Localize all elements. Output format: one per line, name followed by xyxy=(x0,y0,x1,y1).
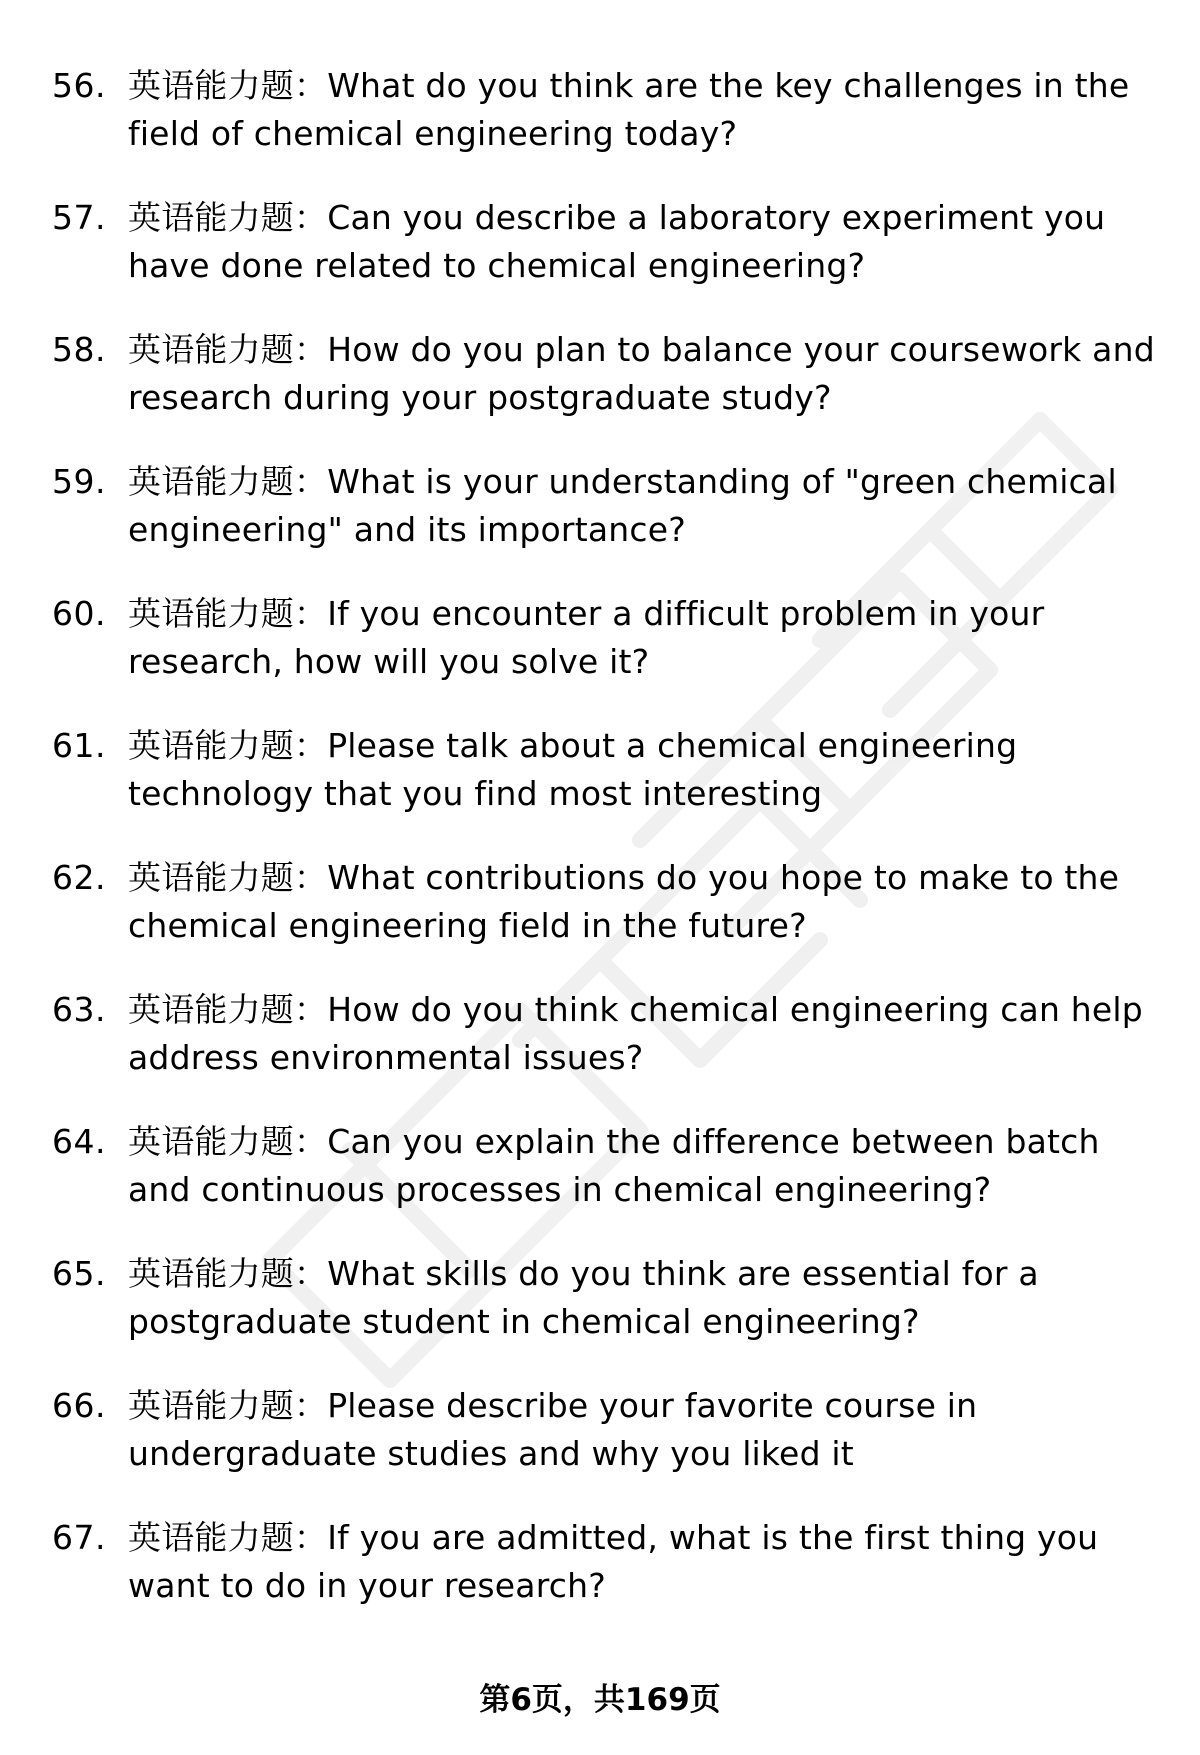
question-text: What contributions do you hope to make to the chemical engineering field in the future? xyxy=(128,858,1120,945)
question-tag: 英语能力题： xyxy=(128,1122,328,1161)
question-tag: 英语能力题： xyxy=(128,858,328,897)
question-body xyxy=(128,62,1162,158)
question-text: What do you think are the key challenges in the field of chemical engineering today? xyxy=(128,66,1130,153)
question-number: 63. xyxy=(52,990,106,1029)
question-item xyxy=(52,1514,1162,1646)
question-text: Please describe your favorite course in undergraduate studies and why you liked it xyxy=(128,1386,978,1473)
question-body xyxy=(128,326,1162,422)
question-number: 65. xyxy=(52,1254,106,1293)
question-number: 62. xyxy=(52,858,106,897)
question-body xyxy=(128,590,1162,686)
question-text: What is your understanding of "green chemical engineering" and its importance? xyxy=(128,462,1117,549)
question-number: 66. xyxy=(52,1386,106,1425)
question-item xyxy=(52,1118,1162,1250)
question-tag: 英语能力题： xyxy=(128,462,328,501)
question-body xyxy=(128,1250,1162,1346)
question-text: How do you plan to balance your coursework and research during your postgraduate study? xyxy=(128,330,1155,417)
page-footer: 第6页，共169页 xyxy=(479,1682,721,1718)
question-tag: 英语能力题： xyxy=(128,1254,328,1293)
question-body xyxy=(128,1514,1162,1610)
question-item xyxy=(52,62,1162,194)
question-tag: 英语能力题： xyxy=(128,726,328,765)
question-body xyxy=(128,1382,1162,1478)
question-item xyxy=(52,986,1162,1118)
question-item xyxy=(52,590,1162,722)
question-text: How do you think chemical engineering can help address environmental issues? xyxy=(128,990,1143,1077)
question-text: Can you describe a laboratory experiment you have done related to chemical engineering? xyxy=(128,198,1106,285)
question-text: If you encounter a difficult problem in your research, how will you solve it? xyxy=(128,594,1045,681)
question-number: 64. xyxy=(52,1122,106,1161)
question-body xyxy=(128,854,1162,950)
question-item xyxy=(52,722,1162,854)
question-tag: 英语能力题： xyxy=(128,990,328,1029)
question-number: 59. xyxy=(52,462,106,501)
question-number: 67. xyxy=(52,1518,106,1557)
question-tag: 英语能力题： xyxy=(128,198,328,237)
question-text: Can you explain the difference between batch and continuous processes in chemical engineering? xyxy=(128,1122,1100,1209)
question-item xyxy=(52,1250,1162,1382)
question-item xyxy=(52,326,1162,458)
question-body xyxy=(128,986,1162,1082)
question-text: What skills do you think are essential for a postgraduate student in chemical engineering? xyxy=(128,1254,1039,1341)
question-body xyxy=(128,458,1162,554)
question-text: If you are admitted, what is the first thing you want to do in your research? xyxy=(128,1518,1099,1605)
question-number: 56. xyxy=(52,66,106,105)
question-tag: 英语能力题： xyxy=(128,1386,328,1425)
question-item xyxy=(52,194,1162,326)
question-item xyxy=(52,1382,1162,1514)
question-body xyxy=(128,722,1162,818)
question-body xyxy=(128,194,1162,290)
question-tag: 英语能力题： xyxy=(128,1518,328,1557)
question-number: 57. xyxy=(52,198,106,237)
question-number: 60. xyxy=(52,594,106,633)
question-body xyxy=(128,1118,1162,1214)
question-tag: 英语能力题： xyxy=(128,66,328,105)
question-tag: 英语能力题： xyxy=(128,330,328,369)
question-item xyxy=(52,458,1162,590)
question-item xyxy=(52,854,1162,986)
question-tag: 英语能力题： xyxy=(128,594,328,633)
question-list xyxy=(52,62,1162,1646)
question-number: 61. xyxy=(52,726,106,765)
question-number: 58. xyxy=(52,330,106,369)
question-text: Please talk about a chemical engineering technology that you find most interesting xyxy=(128,726,1018,813)
